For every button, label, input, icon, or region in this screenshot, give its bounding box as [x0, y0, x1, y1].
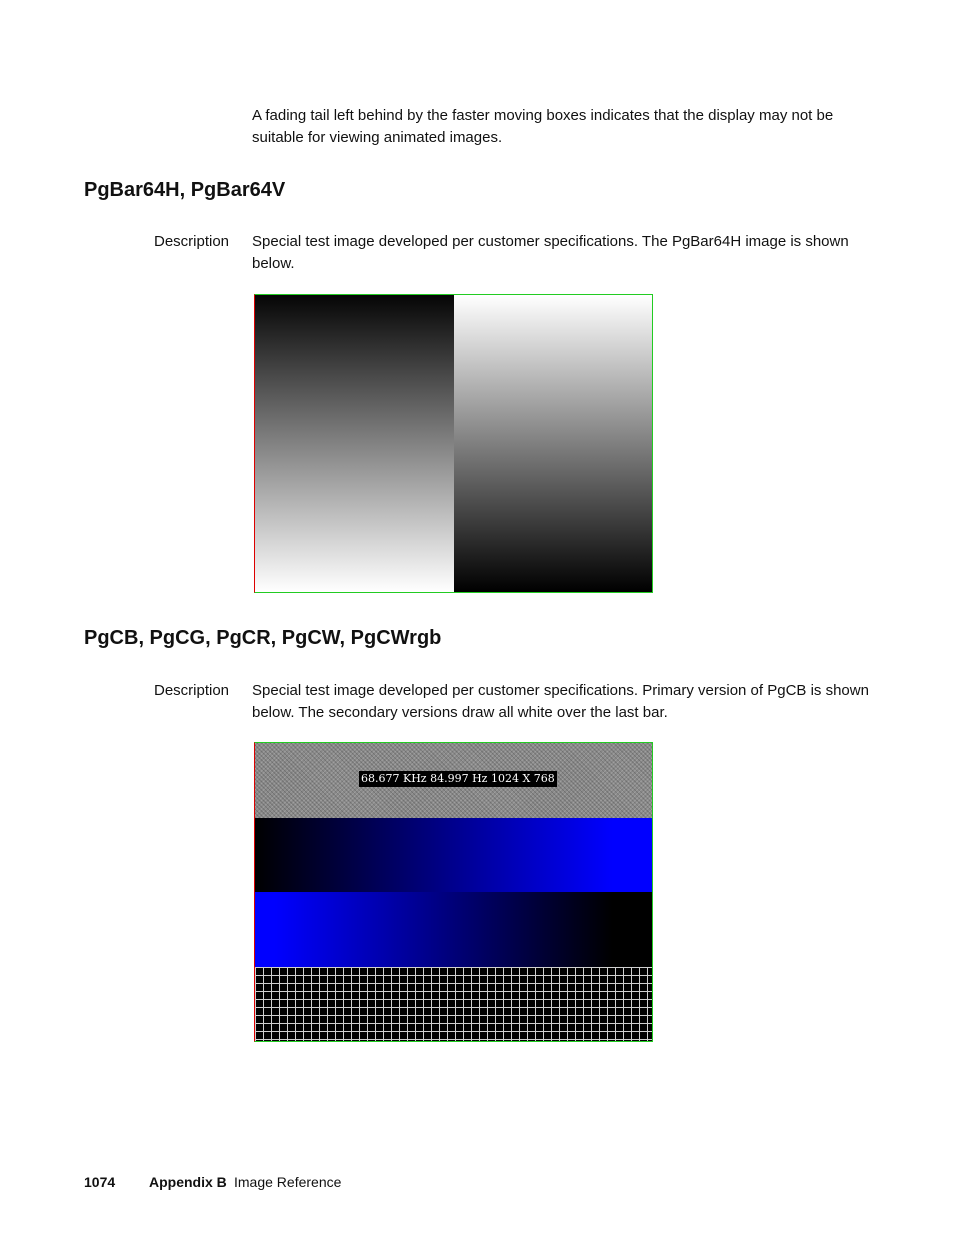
gradient-bar-black-to-white	[255, 295, 454, 592]
description-text: Special test image developed per customer specifications. Primary version of PgCB is shown below. The secondary versions draw all white over the last bar.	[252, 682, 869, 721]
description-label: Description	[154, 233, 230, 250]
section-heading-pgcb: PgCB, PgCG, PgCR, PgCW, PgCWrgb	[84, 627, 442, 649]
pgbar64h-image	[254, 294, 653, 593]
footer-appendix: Appendix B	[149, 1174, 227, 1190]
timing-readout: 68.677 KHz 84.997 Hz 1024 X 768	[361, 772, 555, 785]
description-text: Special test image developed per customer specifications. The PgBar64H image is shown below.	[252, 233, 849, 272]
page-number: 1074	[84, 1174, 116, 1190]
blue-ramp-down-band	[255, 892, 652, 967]
section-heading-pgbar64: PgBar64H, PgBar64V	[84, 179, 286, 201]
footer-title: Image Reference	[234, 1174, 342, 1190]
gray-checker-band	[255, 743, 652, 818]
gradient-bar-white-to-black	[454, 295, 652, 592]
pgcb-image	[254, 742, 653, 1042]
blue-ramp-up-band	[255, 818, 652, 893]
description-label: Description	[154, 682, 230, 699]
intro-paragraph: A fading tail left behind by the faster moving boxes indicates that the display may not be suitable for viewing animated images.	[252, 107, 834, 146]
grid-band	[255, 967, 652, 1042]
